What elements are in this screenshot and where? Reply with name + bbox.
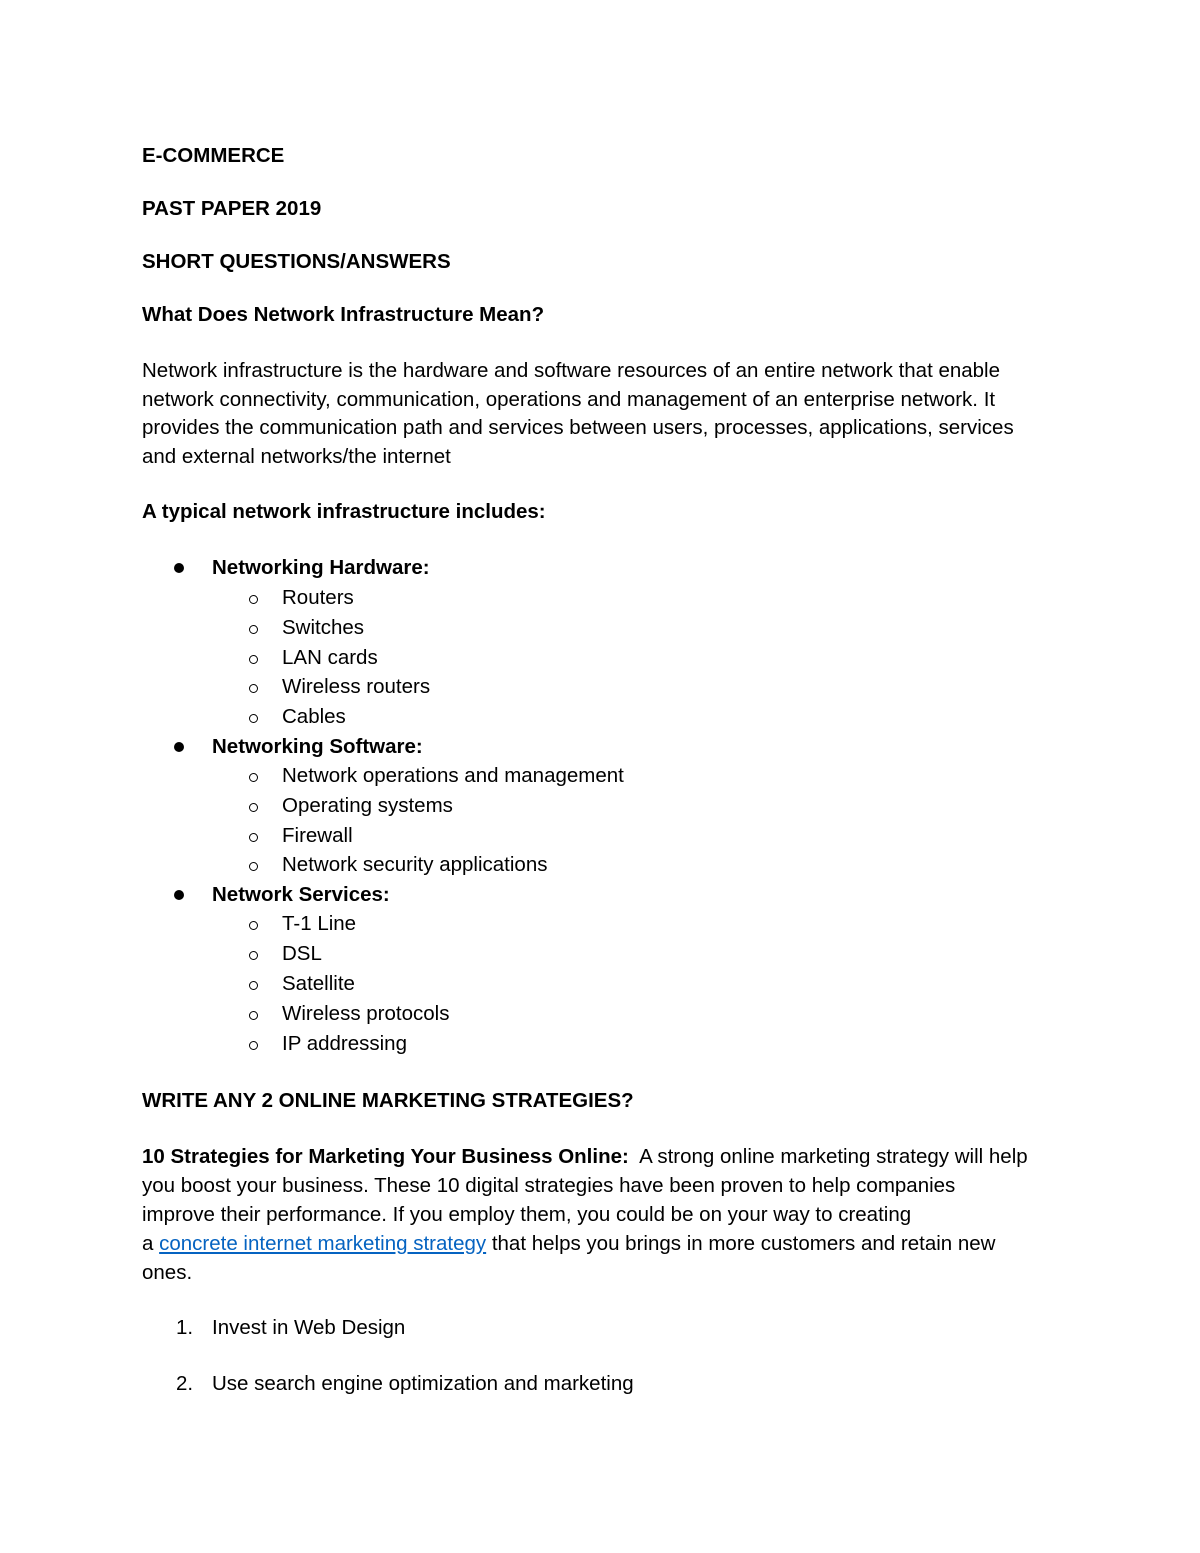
circle-bullet-icon: [249, 655, 258, 664]
list-intro: A typical network infrastructure includes:: [142, 500, 546, 523]
numbered-item-number: 1.: [176, 1316, 194, 1339]
strategy-lead: 10 Strategies for Marketing Your Business Online:: [142, 1145, 629, 1168]
answer-line: and external networks/the internet: [142, 445, 451, 468]
list-item: Network operations and management: [282, 764, 624, 787]
list-item: Routers: [282, 586, 354, 609]
strategy-paragraph-line: improve their performance. If you employ them, you could be on your way to creating: [142, 1203, 912, 1226]
circle-bullet-icon: [249, 803, 258, 812]
strategy-paragraph-line: [142, 1229, 996, 1259]
answer-line: provides the communication path and services between users, processes, applications, services: [142, 416, 1014, 439]
list-item: IP addressing: [282, 1032, 407, 1055]
circle-bullet-icon: [249, 625, 258, 634]
list-item: Firewall: [282, 824, 353, 847]
list-group-label: Networking Hardware:: [212, 556, 430, 579]
link-prefix: a: [142, 1232, 160, 1255]
list-item: Wireless protocols: [282, 1002, 450, 1025]
list-item: LAN cards: [282, 646, 378, 669]
list-group-label: Network Services:: [212, 883, 390, 906]
circle-bullet-icon: [249, 862, 258, 871]
answer-line: network connectivity, communication, operations and management of an enterprise network. It: [142, 388, 996, 411]
list-item: Switches: [282, 616, 365, 639]
list-item: DSL: [282, 942, 322, 965]
list-item: Operating systems: [282, 794, 453, 817]
circle-bullet-icon: [249, 714, 258, 723]
bullet-dot-icon: [174, 890, 184, 900]
concrete-strategy-link[interactable]: concrete internet marketing strategy: [159, 1232, 487, 1255]
document-title: E-COMMERCE: [142, 144, 285, 167]
question-heading: WRITE ANY 2 ONLINE MARKETING STRATEGIES?: [142, 1089, 634, 1112]
strategy-lead-rest: A strong online marketing strategy will help: [628, 1145, 1028, 1168]
circle-bullet-icon: [249, 684, 258, 693]
question-heading: What Does Network Infrastructure Mean?: [142, 303, 545, 326]
strategy-paragraph-line: ones.: [142, 1261, 193, 1284]
circle-bullet-icon: [249, 981, 258, 990]
circle-bullet-icon: [249, 833, 258, 842]
list-item: Wireless routers: [282, 675, 431, 698]
bullet-dot-icon: [174, 563, 184, 573]
section-heading: SHORT QUESTIONS/ANSWERS: [142, 250, 451, 273]
numbered-item: Use search engine optimization and marketing: [212, 1372, 634, 1395]
document-subtitle: PAST PAPER 2019: [142, 197, 322, 220]
list-group-label: Networking Software:: [212, 735, 423, 758]
list-item: Network security applications: [282, 853, 548, 876]
strategy-paragraph-line: you boost your business. These 10 digital strategies have been proven to help companies: [142, 1174, 956, 1197]
bullet-dot-icon: [174, 742, 184, 752]
circle-bullet-icon: [249, 921, 258, 930]
list-item: Cables: [282, 705, 346, 728]
list-item: T-1 Line: [282, 912, 357, 935]
list-item: Satellite: [282, 972, 355, 995]
circle-bullet-icon: [249, 595, 258, 604]
numbered-item-number: 2.: [176, 1372, 194, 1395]
circle-bullet-icon: [249, 1011, 258, 1020]
strategy-paragraph-line: [142, 1142, 1028, 1172]
circle-bullet-icon: [249, 951, 258, 960]
link-suffix: that helps you brings in more customers and retain new: [486, 1232, 996, 1255]
circle-bullet-icon: [249, 1041, 258, 1050]
circle-bullet-icon: [249, 773, 258, 782]
answer-line: Network infrastructure is the hardware and software resources of an entire network that enable: [142, 359, 1001, 382]
numbered-item: Invest in Web Design: [212, 1316, 406, 1339]
